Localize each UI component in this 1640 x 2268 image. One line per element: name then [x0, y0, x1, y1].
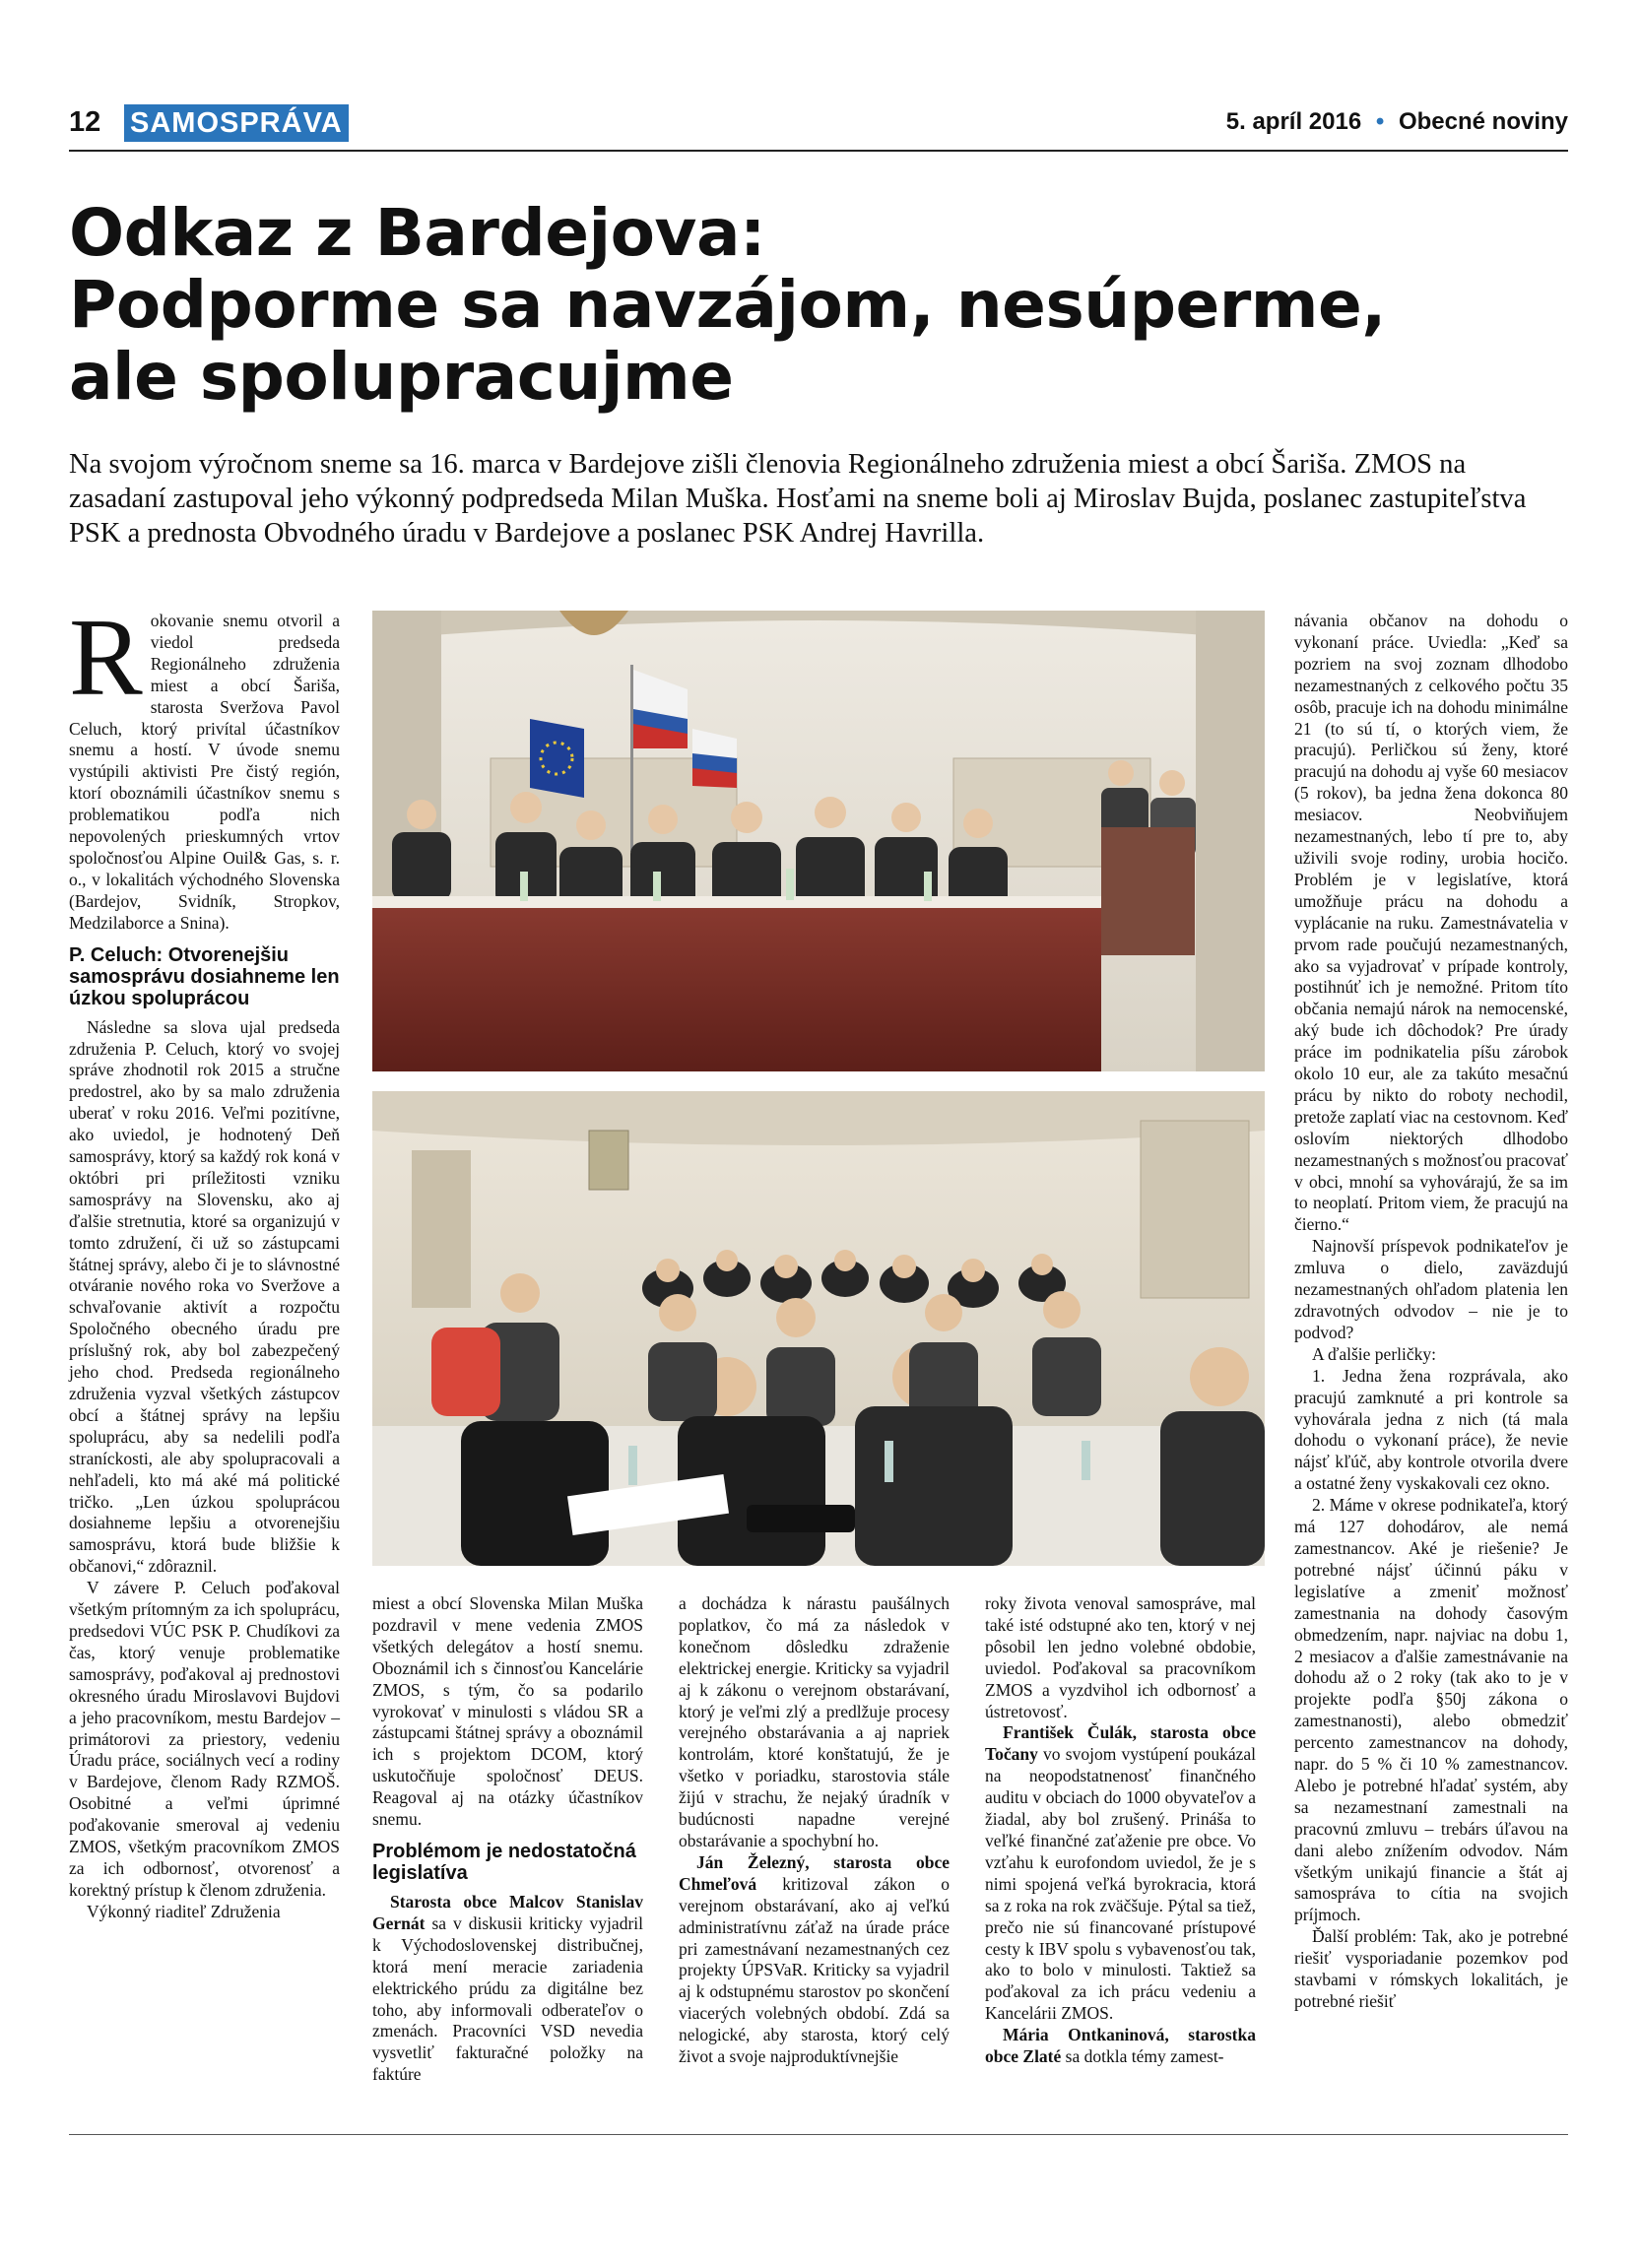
paragraph: Ďalší problém: Tak, ako je potrebné riešiť vysporiadanie pozemkov pod stavbami v rómskych lokalitách, je potrebné riešiť	[1294, 1926, 1568, 2011]
headline-line-3: ale spolupracujme	[69, 339, 734, 415]
photo-audience	[372, 1091, 1265, 1566]
footer-rule	[69, 2134, 1568, 2135]
paragraph: 1. Jedna žena rozprávala, ako pracujú zamknuté a pri kontrole sa vyhovárala jedna z nich (tá mala dohodu o vykonaní práce), že nevie nájsť kľúč, aby kontrole otvorila dvere a ostatné ženy vyskakovali cez okno.	[1294, 1365, 1568, 1494]
headline-line-1: Odkaz z Bardejova:	[69, 195, 765, 271]
column-3	[679, 1593, 950, 2068]
paragraph: Starosta obce Malcov Stanislav Gernát sa v diskusii kriticky vyjadril k Východoslovenskej distribučnej, ktorá mení meracie zariadenia elektrického prúdu za digitálne bez toho, aby informovali odberateľov o zmenách. Pracovníci VSD nevedia vysvetliť fakturačné položky na faktúre	[372, 1891, 643, 2085]
subheading: P. Celuch: Otvorenejšiu samosprávu dosiahneme len úzkou spoluprácou	[69, 943, 340, 1009]
paragraph: miest a obcí Slovenska Milan Muška pozdravil v mene vedenia ZMOS všetkých delegátov a hostí snemu. Oboznámil ich s činnosťou Kancelárie ZMOS, s tým, čo sa podarilo vyrokovať v minulosti s vládou SR a zástupcami štátnej správy a oboznámil ich s projektom DCOM, ktorý uskutočňuje spoločnosť DEUS. Reagoval aj na otázky účastníkov snemu.	[372, 1593, 643, 1830]
paragraph: roky života venoval samospráve, mal také isté odstupné ako ten, ktorý v nej pôsobil len jedno volebné obdobie, uviedol. Poďakoval sa pracovníkom ZMOS a vyzdvihol ich odbornosť a ústretovosť.	[985, 1593, 1256, 1721]
paragraph: Rokovanie snemu otvoril a viedol predseda Regionálneho združenia miest a obcí Šariša, starosta Sveržova Pavol Celuch, ktorý privítal účastníkov snemu a hostí. V úvode snemu vystúpili aktivisti Pre čistý región, ktorí oboznámili účastníkov snemu s problematikou podľa nich nepovolených prieskumných vrtov spoločnosťou Alpine Ouil& Gas, s. r. o., v lokalitách východného Slovenska (Bardejov, Svidník, Stropkov, Medzilaborce a Snina).	[69, 597, 340, 933]
page-number: 12	[69, 106, 101, 138]
headline-line-2: Podporme sa navzájom, nesúperme,	[69, 267, 1386, 343]
header-rule	[69, 150, 1568, 152]
column-2	[372, 1593, 643, 2086]
paragraph: Výkonný riaditeľ Združenia	[87, 1901, 281, 1921]
paragraph: a dochádza k nárastu paušálnych poplatkov, čo má za následok v konečnom dôsledku zdraženie elektrickej energie. Kriticky sa vyjadril aj k zákonu o verejnom obstarávaní, ktorý je veľmi zlý a predlžuje procesy verejného obstarávania a aj napriek kontrolám, ktoré konštatujú, že je všetko v poriadku, starostovia stále žijú v strachu, že nejaký úradník v budúcnosti napadne verejné obstarávanie a spochybní ho.	[679, 1593, 950, 1850]
paragraph: Najnovší príspevok podnikateľov je zmluva o dielo, zaväzdujú nezamestnaných ohľadom platenia len zdravotných odvodov – nie je to podvod?	[1294, 1236, 1568, 1342]
lead-paragraph: Na svojom výročnom sneme sa 16. marca v Bardejove zišli členovia Regionálneho združenia miest a obcí Šariša. ZMOS na zasadaní zastupoval jeho výkonný podpredseda Milan Muška. Hosťami na sneme boli aj Miroslav Bujda, poslanec zastupiteľstva PSK a prednosta Obvodného úradu v Bardejove a poslanec PSK Andrej Havrilla.	[69, 449, 1527, 549]
column-5	[1294, 611, 1568, 2013]
issue-date: 5. apríl 2016	[1225, 108, 1362, 135]
paragraph: 2. Máme v okrese podnikateľa, ktorý má 127 dohodárov, ale nemá zamestnancov. Aké je riešenie? Je potrebné nájsť účinnú páku v legislatíve a zmeniť možnosť zamestnania na dohody časovým obmedzením, napr. najviac na dobu 1, 2 mesiacov a ďalšie zamestnávanie na dohodu až o 2 roky (tak ako to je v projekte podľa §50j zákona o zamestnanosti), alebo obmedziť percento zamestnancov na dohody, napr. do 5 % či 10 % zamestnancov. Alebo je potrebné hľadať systém, aby sa nezamestnaní zamestnali na pracovnú zmluvu – trebárs úľavou na dani alebo znížením odvodov. Nám všetkým unikajú financie a štát aj samospráva to cítia na svojich príjmoch.	[1294, 1495, 1568, 1925]
paragraph: V závere P. Celuch poďakoval všetkým prítomným za ich spoluprácu, predsedovi VÚC PSK P. Chudíkovi za čas, ktorý venuje problematike samosprávy, poďakoval aj prednostovi okresného úradu Miroslavovi Bujdovi a jeho pracovníkom, mestu Bardejov – primátorovi za priestory, vedeniu Úradu práce, sociálnych vecí a rodiny v Bardejove, členom Rady RZMOŠ. Osobitné a veľmi úprimné poďakovanie smeroval aj vedeniu ZMOS, všetkým pracovníkom ZMOS za ich odbornosť, otvorenosť a korektný prístup k členom združenia.	[69, 1578, 340, 1900]
meta-separator: •	[1375, 108, 1385, 135]
drop-cap: R	[69, 597, 143, 719]
paragraph: František Čulák, starosta obce Točany vo svojom vystúpení poukázal na neopodstatnenosť finančného auditu v obciach do 1000 obyvateľov a žiadal, aby bol zrušený. Prináša to veľké finančné zaťaženie pre obce. Vo vzťahu k eurofondom uviedol, že je s nimi spojená veľká byrokracia, ktorá sa z roka na rok zväčšuje. Pýtal sa tiež, prečo nie sú financované prístupové cesty k IBV spolu s vybavenosťou tak, ako to bolo v minulosti. Taktiež sa poďakoval za ich prácu vedeniu a Kancelárii ZMOS.	[985, 1722, 1256, 2024]
page-header	[69, 102, 1568, 146]
paragraph: návania občanov na dohodu o vykonaní práce. Uviedla: „Keď sa pozriem na svoj zoznam dlhodobo nezamestnaných z celkového počtu 35 osôb, pracuje ich na dohodu minimálne 21 (to sú tí, o ktorých viem, že pracujú). Perličkou sú ženy, ktoré pracujú na dohodu aj vyše 60 mesiacov (5 rokov), ba jedna žena dokonca 80 mesiacov. Neobviňujem nezamestnaných, lebo tí pre to, aby uživili svoje rodiny, urobia hocičo. Problém je v legislatíve, ktorá umožňuje prácu na dohodu a vyplácanie na ruku. Zamestnávatelia v prvom rade poučujú nezamestnaných, ako sa vyjadrovať v prípade kontroly, postihnúť ich je nemožné. Pritom títo občania nemajú nárok na nemocenské, aký bude ich dôchodok? Pre úrady práce im podnikatelia píšu zárobok okolo 10 eur, ale za takúto mesačnú prácu by nikto do roboty nechodil, pretože zaplatí viac na cestovnom. Keď oslovím niektorých dlhodobo nezamestnaných s možnosťou pracovať v obci, mnohí sa vyhovárajú, že sa im to neoplatí. Pritom viem, že pracujú na čierno.“	[1294, 611, 1568, 1235]
paragraph: Ján Železný, starosta obce Chmeľová kritizoval zákon o verejnom obstarávaní, ako aj veľkú administratívnu záťaž na úrade práce pri zamestnávaní nezamestnaných cez projekty ÚPSVaR. Kriticky sa vyjadril aj k odstupnému starostov po skončení viacerých volebných období. Zdá sa nelogické, aby starosta, ktorý celý život a svoje najproduktívnejšie	[679, 1851, 950, 2067]
paragraph: Následne sa slova ujal predseda združenia P. Celuch, ktorý vo svojej správe zhodnotil rok 2015 a stručne predostrel, ako by sa malo združenia uberať v roku 2016. Veľmi pozitívne, ako uviedol, je hodnotený Deň samosprávy, ktorý sa každý rok koná v októbri pri príležitosti vzniku samosprávy na Slovensku, ako aj ďalšie stretnutia, ktoré sa organizujú v tomto združení, či už so zástupcami štátnej správy, alebo či je to slávnostné otváranie nového roka vo Sveržove a schvaľovanie aktivít a rozpočtu Spoločného obecného úradu pre príslušný rok, aby bol zabezpečený jeho chod. Predseda regionálneho združenia vyzval všetkých zástupcov obcí a štátnej správy na lepšiu spoluprácu, aby sa nedelili podľa straníckosti, ale aby spolupracovali a nehľadeli, kto má aké má politické tričko. „Len úzkou spoluprácou dosiahneme lepšiu a otvorenejšiu samosprávu, ktorá bude bližšie k občanovi,“ zdôraznil.	[69, 1016, 340, 1577]
paragraph: Mária Ontkaninová, starostka obce Zlaté sa dotkla témy zamest-	[985, 2025, 1256, 2067]
photo-head-table	[372, 611, 1265, 1071]
issue-meta	[1226, 108, 1568, 136]
headline	[69, 197, 1568, 413]
column-4	[985, 1593, 1256, 2068]
subheading: Problémom je nedostatočná legislatíva	[372, 1840, 636, 1884]
column-1	[69, 597, 340, 1923]
paragraph: A ďalšie perličky:	[1312, 1343, 1437, 1364]
publication-name: Obecné noviny	[1398, 108, 1568, 135]
section-label: SAMOSPRÁVA	[124, 104, 349, 142]
